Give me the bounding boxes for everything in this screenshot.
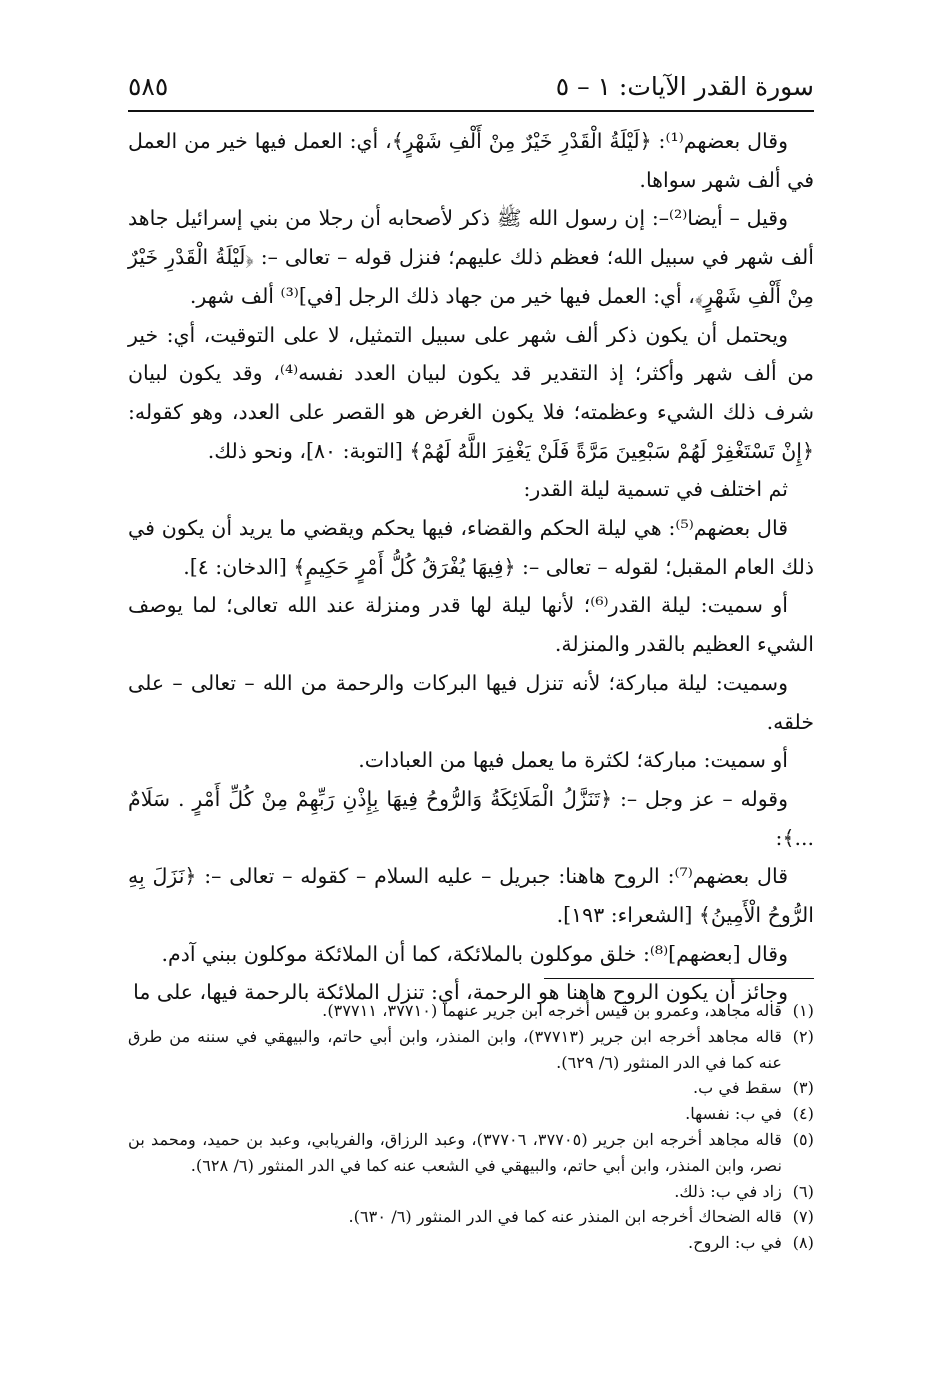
footnote-number: (٢): [792, 1026, 814, 1046]
paragraph: وقال [بعضهم]⁽⁸⁾: خلق موكلون بالملائكة، كما أن الملائكة موكلون ببني آدم.: [161, 941, 788, 966]
footnote: [128, 998, 814, 1024]
footnote: [128, 1204, 814, 1230]
footnote: [128, 1101, 814, 1127]
footnote-text: سقط في ب.: [692, 1078, 782, 1098]
footnote-number: (٨): [792, 1233, 814, 1253]
paragraph: وجائز أن يكون الروح هاهنا هو الرحمة، أي: تنزل الملائكة بالرحمة فيها، على ما: [133, 980, 788, 1005]
footnote-text: في ب: نفسها.: [685, 1104, 782, 1124]
paragraph: أو سميت: ليلة القدر⁽⁶⁾؛ لأنها ليلة لها قدر ومنزلة عند الله تعالى؛ لما يوصف الشيء العظيم بالقدر والمنزلة.: [128, 593, 814, 657]
footnote-number: (٧): [792, 1207, 814, 1227]
running-title: سورة القدر الآيات: ١ – ٥: [555, 72, 814, 101]
footnote-number: (٤): [792, 1104, 814, 1124]
paragraph: وسميت: ليلة مباركة؛ لأنه تنزل فيها البركات والرحمة من الله – تعالى – على خلقه.: [128, 670, 814, 734]
paragraph: ويحتمل أن يكون ذكر ألف شهر على سبيل التمثيل، لا على التوقيت، أي: خير من ألف شهر وأكثر؛ إذ التقدير قد يكون لبيان العدد نفسه⁽⁴⁾، وقد يكون لبيان شرف ذلك الشيء وعظمته؛ فلا يكون الغرض هو القصر على العدد، وهو كقوله: ﴿إِنْ تَسْتَغْفِرْ لَهُمْ سَبْعِينَ مَرَّةً فَلَنْ يَغْفِرَ اللَّهُ لَهُمْ﴾ [التوبة: ٨٠]، ونحو ذلك.: [128, 322, 814, 463]
footnote-number: (١): [792, 1001, 814, 1020]
footnote-text: قاله مجاهد أخرجه ابن جرير (٣٧٧١٣)، وابن المنذر، وابن أبي حاتم، والبيهقي في سننه من طرق عنه كما في الدر المنثور (٦/ ٦٢٩).: [128, 1026, 783, 1072]
footnote-text: قاله الضحاك أخرجه ابن المنذر عنه كما في الدر المنثور (٦/ ٦٣٠).: [348, 1207, 782, 1227]
footnote: [128, 1230, 814, 1256]
footnote-number: (٦): [792, 1181, 814, 1201]
main-text: [128, 122, 814, 1012]
footnotes: [128, 998, 814, 1256]
paragraph: ثم اختلف في تسمية ليلة القدر:: [523, 477, 788, 502]
page-number: ٥٨٥: [128, 72, 169, 101]
paragraph: قال بعضهم⁽⁷⁾: الروح هاهنا: جبريل – عليه السلام – كقوله – تعالى –: ﴿نَزَلَ بِهِ الرُّوحُ الْأَمِينُ﴾ [الشعراء: ١٩٣].: [128, 864, 814, 928]
footnote-number: (٥): [792, 1129, 814, 1149]
paragraph: قال بعضهم⁽⁵⁾: هي ليلة الحكم والقضاء، فيها يحكم ويقضي ما يريد أن يكون في ذلك العام المقبل؛ لقوله – تعالى –: ﴿فِيهَا يُفْرَقُ كُلُّ أَمْرٍ حَكِيمٍ﴾ [الدخان: ٤].: [128, 516, 814, 579]
paragraph: أو سميت: مباركة؛ لكثرة ما يعمل فيها من العبادات.: [358, 748, 788, 773]
paragraph: وقال بعضهم⁽¹⁾: ﴿لَيْلَةُ الْقَدْرِ خَيْرٌ مِنْ أَلْفِ شَهْرٍ﴾، أي: العمل فيها خير من العمل في ألف شهر سواها.: [128, 129, 814, 192]
footnote-text: في ب: الروح.: [688, 1233, 782, 1253]
footnote-text: قاله مجاهد أخرجه ابن جرير (٣٧٧٠٥، ٣٧٧٠٦)، وعبد الرزاق، والفريابي، وعبد بن حميد، ومحمد بن نصر، وابن المنذر، وابن أبي حاتم، والبيهقي في الشعب عنه كما في الدر المنثور (٦/ ٦٢٨).: [128, 1129, 782, 1175]
page-header: [128, 70, 814, 112]
footnote: [128, 1179, 814, 1205]
footnote: [128, 1127, 814, 1179]
footnote-number: (٣): [792, 1078, 814, 1098]
paragraph: وقوله – عز وجل –: ﴿تَنَزَّلُ الْمَلَائِكَةُ وَالرُّوحُ فِيهَا بِإِذْنِ رَبِّهِمْ مِنْ كُلِّ أَمْرٍ . سَلَامٌ ...﴾:: [128, 786, 814, 850]
footnote-text: زاد في ب: ذلك.: [674, 1181, 782, 1201]
paragraph: وقيل – أيضا⁽²⁾–: إن رسول الله ﷺ ذكر لأصحابه أن رجلا من بني إسرائيل جاهد ألف شهر في سبيل الله؛ فعظم ذلك عليهم؛ فنزل قوله – تعالى –: ﴿لَيْلَةُ الْقَدْرِ خَيْرٌ مِنْ أَلْفِ شَهْرٍ﴾، أي: العمل فيها خير من جهاد ذلك الرجل [في]⁽³⁾ ألف شهر.: [128, 206, 814, 308]
footnote-text: قاله مجاهد، وعمرو بن قيس أخرجه ابن جرير عنهما (٣٧٧١٠، ٣٧٧١١).: [322, 1001, 782, 1020]
footnote: [128, 1024, 814, 1076]
footnote-separator: [544, 978, 814, 979]
footnote: [128, 1075, 814, 1101]
